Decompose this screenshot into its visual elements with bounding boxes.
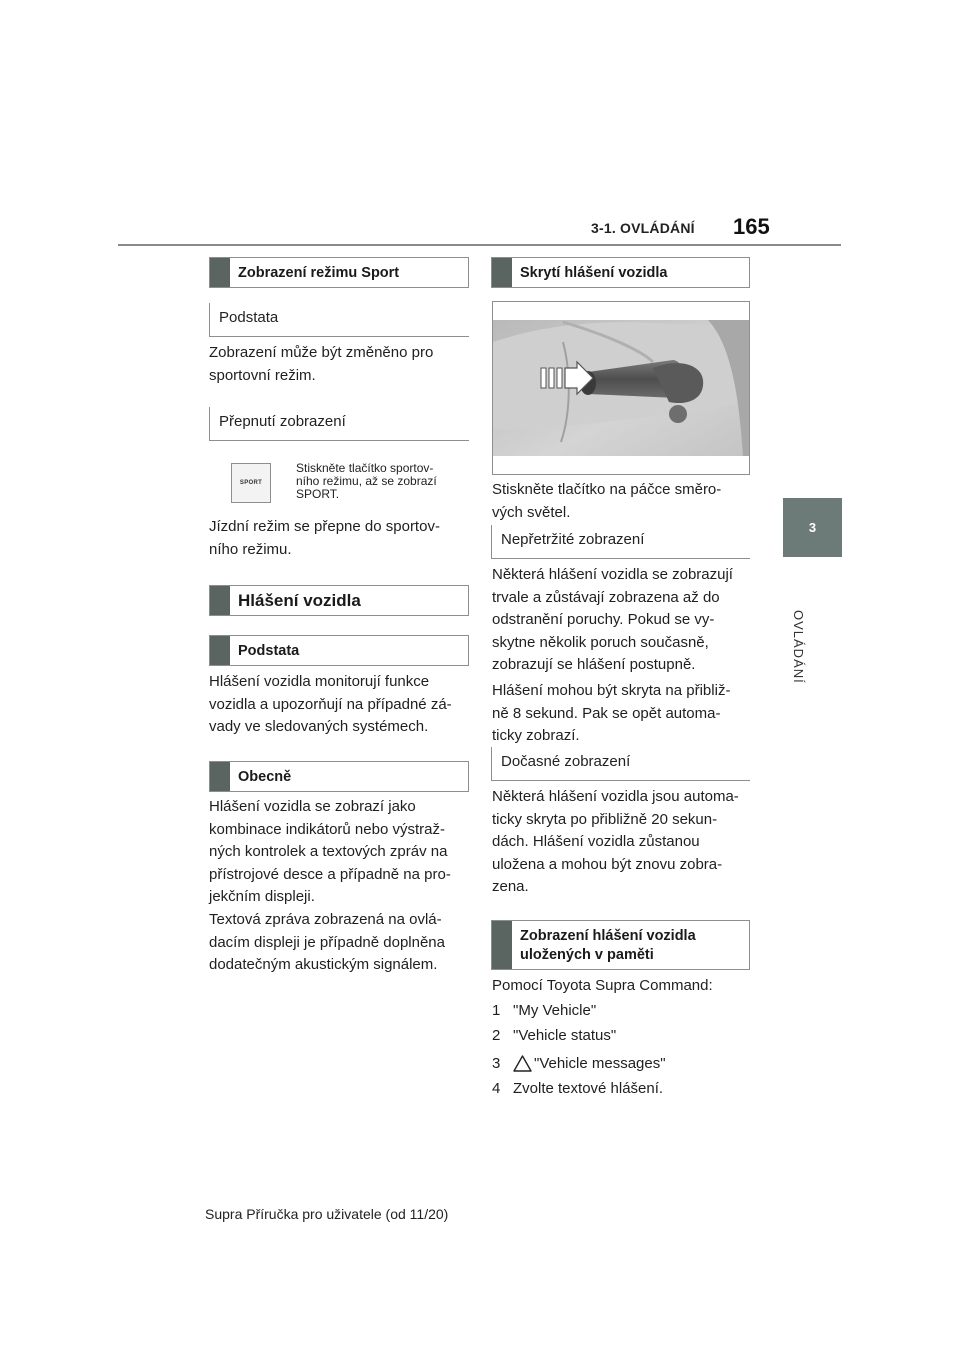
text-line: ných kontrolek a textových zpráv na	[209, 843, 448, 860]
text-line: zobrazují se hlášení postupně.	[492, 656, 696, 673]
step-text: "My Vehicle"	[513, 1002, 597, 1019]
stored-intro: Pomocí Toyota Supra Command:	[492, 977, 713, 994]
text-line: zena.	[492, 878, 529, 895]
text-line: Stiskněte tlačítko sportov-	[296, 461, 434, 475]
section-title: 3-1. OVLÁDÁNÍ	[591, 220, 695, 236]
continuous-paragraph-2	[492, 680, 754, 748]
principle-paragraph	[209, 342, 471, 387]
text-line: Zobrazení může být změněno pro	[209, 344, 434, 361]
chapter-label-text: OVLÁDÁNÍ	[791, 610, 806, 684]
text-line: dách. Hlášení vozidla zůstanou	[492, 833, 700, 850]
step-2	[492, 1025, 754, 1047]
sport-button-label: SPORT	[239, 480, 263, 486]
sport-button-icon	[231, 463, 271, 503]
messages-principle-title: Podstata	[238, 643, 300, 659]
text-line: dodatečným akustickým signálem.	[209, 956, 438, 973]
turn-signal-lever-illustration	[492, 301, 750, 475]
text-line: vady ve sledovaných systémech.	[209, 718, 429, 735]
stored-messages-title	[520, 927, 741, 965]
text-line: uložena a mohou být znovu zobra-	[492, 855, 723, 873]
text-line: Hlášení vozidla se zobrazí jako	[209, 798, 416, 815]
text-line: odstranění poruchy. Pokud se vy-	[492, 611, 715, 628]
hide-messages-heading	[491, 257, 750, 288]
footer-text: Supra Příručka pro uživatele (od 11/20)	[205, 1206, 449, 1222]
text-line: Hlášení vozidla monitorují funkce	[209, 673, 430, 690]
text-line: SPORT.	[296, 487, 340, 501]
sport-display-heading	[209, 257, 469, 288]
hide-messages-title: Skrytí hlášení vozidla	[520, 265, 668, 281]
heading-bar	[210, 636, 230, 665]
continuous-heading: Nepřetržité zobrazení	[501, 531, 645, 548]
heading-bar	[210, 762, 230, 791]
step-3	[492, 1053, 754, 1075]
lever-illustration-svg	[493, 302, 749, 474]
continuous-subheading	[491, 525, 750, 559]
step-number: 1	[492, 1002, 501, 1019]
general-paragraph-2	[209, 909, 471, 977]
temporary-heading: Dočasné zobrazení	[501, 753, 631, 770]
stored-messages-heading	[491, 920, 750, 970]
sport-button-caption	[296, 462, 471, 501]
text-line: ního režimu, až se zobrazí	[296, 474, 437, 488]
text-line: Některá hlášení vozidla jsou automa-	[492, 788, 739, 805]
principle-heading: Podstata	[219, 309, 279, 326]
switch-result-paragraph	[209, 516, 471, 561]
messages-title: Hlášení vozidla	[238, 591, 361, 610]
text-line: skytne několik poruch současně,	[492, 633, 709, 651]
general-heading	[209, 761, 469, 792]
temporary-subheading	[491, 747, 750, 781]
text-line: Hlášení mohou být skryta na přibliž-	[492, 682, 731, 699]
messages-heading	[209, 585, 469, 616]
text-line: Zobrazení hlášení vozidla	[520, 928, 696, 944]
header-divider	[118, 244, 841, 246]
step-text: "Vehicle messages"	[534, 1055, 666, 1072]
warning-triangle-icon	[513, 1055, 532, 1072]
switch-heading: Přepnutí zobrazení	[219, 413, 346, 430]
text-line: Textová zpráva zobrazená na ovlá-	[209, 911, 442, 928]
text-line: uložených v paměti	[520, 947, 654, 963]
general-title: Obecně	[238, 769, 292, 785]
messages-principle-heading	[209, 635, 469, 666]
text-line: ticky zobrazí.	[492, 727, 580, 744]
general-paragraph-1	[209, 796, 471, 909]
step-number: 3	[492, 1055, 501, 1072]
step-text: Zvolte textové hlášení.	[513, 1080, 664, 1097]
step-1	[492, 1000, 754, 1022]
chapter-tab-number: 3	[808, 520, 817, 535]
text-line: jekčním displeji.	[209, 888, 315, 905]
text-line: ticky skryta po přibližně 20 sekun-	[492, 810, 718, 828]
text-line: dacím displeji je případně doplněna	[209, 933, 445, 951]
heading-bar	[210, 258, 230, 287]
messages-principle-paragraph	[209, 671, 471, 739]
text-line: vých světel.	[492, 503, 571, 521]
step-4	[492, 1078, 754, 1100]
chapter-label	[776, 610, 836, 710]
principle-subheading	[209, 303, 469, 337]
heading-bar	[492, 258, 512, 287]
text-line: Některá hlášení vozidla se zobrazují	[492, 566, 733, 583]
step-text: "Vehicle status"	[513, 1027, 617, 1044]
step-number: 4	[492, 1080, 501, 1097]
temporary-paragraph	[492, 786, 754, 899]
heading-bar	[492, 921, 512, 969]
text-line: sportovní režim.	[209, 366, 316, 384]
text-line: Jízdní režim se přepne do sportov-	[209, 518, 440, 535]
sport-display-title: Zobrazení režimu Sport	[238, 265, 400, 281]
text-line: Stiskněte tlačítko na páčce směro-	[492, 481, 722, 498]
text-line: přístrojové desce a případně na pro-	[209, 865, 451, 883]
page-number: 165	[733, 214, 770, 239]
hide-paragraph	[492, 479, 754, 524]
continuous-paragraph-1	[492, 564, 754, 677]
text-line: ně 8 sekund. Pak se opět automa-	[492, 704, 721, 722]
step-number: 2	[492, 1027, 501, 1044]
switch-subheading	[209, 407, 469, 441]
chapter-tab	[783, 498, 842, 557]
text-line: trvale a zůstávají zobrazena až do	[492, 588, 720, 606]
heading-bar	[210, 586, 230, 615]
text-line: ního režimu.	[209, 540, 292, 558]
text-line: kombinace indikátorů nebo výstraž-	[209, 820, 445, 838]
text-line: vozidla a upozorňují na případné zá-	[209, 695, 452, 713]
